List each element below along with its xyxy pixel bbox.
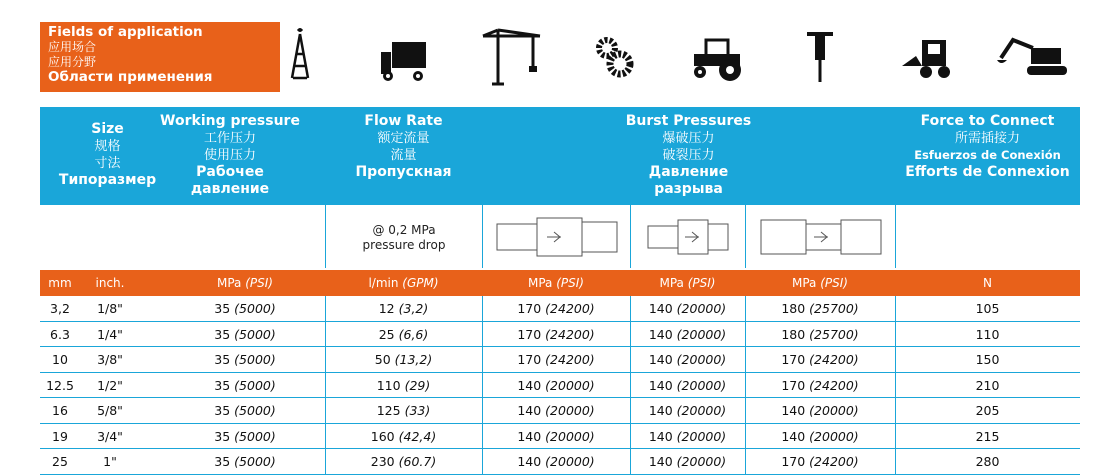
- cell-burst-2: 140 (20000): [648, 301, 727, 316]
- cell-burst-2: 140 (20000): [648, 454, 727, 469]
- cell-working-pressure: 35 (5000): [214, 428, 276, 444]
- table-row: [40, 398, 1080, 424]
- flow-zh2: 流量: [390, 148, 417, 163]
- cell-burst-3: 170 (24200): [781, 454, 859, 469]
- nipple-image: [630, 205, 745, 268]
- cell-force: 105: [975, 301, 1000, 316]
- pressure-drop-cell: [325, 205, 482, 268]
- table-row: [40, 296, 1080, 322]
- pressure-drop-line2: pressure drop: [362, 238, 446, 252]
- cell-inch: 1/8": [97, 301, 123, 316]
- cell-mm: 25: [52, 454, 68, 469]
- table-header: [40, 107, 1080, 205]
- force-en: Force to Connect: [920, 113, 1055, 129]
- cell-flow-rate: 12 (3,2): [378, 301, 429, 316]
- application-icons: [283, 26, 1083, 86]
- jackhammer-icon: [803, 26, 838, 86]
- cell-force: 150: [975, 352, 1000, 367]
- coupling-icon: [492, 212, 622, 262]
- cell-flow-rate: 110 (29): [376, 377, 431, 393]
- cell-burst-2: 140 (20000): [648, 326, 727, 342]
- size-header: [45, 121, 170, 189]
- unit-n: N: [983, 276, 992, 290]
- coupler-image: [745, 205, 895, 268]
- cell-burst-1: 170 (24200): [517, 301, 595, 316]
- burst-pressures-header: [482, 113, 895, 198]
- flow-ru: Пропускная: [355, 164, 452, 180]
- cell-working-pressure: 35 (5000): [214, 377, 276, 393]
- cell-burst-3: 140 (20000): [781, 403, 859, 418]
- cell-mm: 19: [52, 428, 68, 444]
- table-row: [40, 373, 1080, 399]
- cell-flow-rate: 125 (33): [376, 403, 431, 418]
- unit-b1: MPa (PSI): [528, 276, 584, 290]
- cell-burst-2: 140 (20000): [648, 403, 727, 418]
- force-es: Esfuerzos de Conexión: [914, 148, 1061, 162]
- size-zh1: 规格: [94, 139, 121, 154]
- cell-burst-1: 140 (20000): [517, 454, 595, 469]
- excavator-icon: [993, 26, 1073, 86]
- unit-b3: MPa (PSI): [792, 276, 848, 290]
- working-zh1: 工作压力: [203, 131, 256, 146]
- force-zh: 所需插接力: [954, 131, 1020, 146]
- fields-zh2: 应用分野: [48, 55, 97, 69]
- units-row: [40, 270, 1080, 296]
- coupler-icon: [756, 212, 886, 262]
- gears-icon: [593, 26, 638, 86]
- flow-rate-header: [325, 113, 482, 181]
- fields-zh1: 应用场合: [48, 40, 97, 54]
- burst-zh2: 破裂压力: [662, 148, 715, 163]
- cell-inch: 1/2": [97, 377, 123, 393]
- cell-mm: 10: [52, 352, 68, 367]
- cell-inch: 3/8": [97, 352, 123, 367]
- unit-b2: MPa (PSI): [659, 276, 716, 290]
- cell-burst-1: 140 (20000): [517, 428, 595, 444]
- fields-of-application: [40, 22, 280, 92]
- cell-burst-1: 140 (20000): [517, 403, 595, 418]
- cell-burst-1: 170 (24200): [517, 352, 595, 367]
- sub-header-row: [40, 205, 1080, 268]
- cell-flow-rate: 50 (13,2): [374, 352, 433, 367]
- cell-inch: 3/4": [97, 428, 123, 444]
- cell-working-pressure: 35 (5000): [214, 301, 276, 316]
- cell-burst-2: 140 (20000): [648, 352, 727, 367]
- unit-wp: MPa (PSI): [217, 276, 273, 290]
- cell-burst-3: 180 (25700): [781, 326, 859, 342]
- burst-en: Burst Pressures: [625, 113, 752, 129]
- cell-working-pressure: 35 (5000): [214, 326, 276, 342]
- cell-flow-rate: 160 (42,4): [370, 428, 437, 444]
- flow-zh1: 额定流量: [377, 131, 430, 146]
- cell-force: 110: [975, 326, 1000, 342]
- cell-mm: 16: [52, 403, 68, 418]
- cell-force: 215: [975, 428, 1000, 444]
- cell-burst-2: 140 (20000): [648, 377, 727, 393]
- cell-inch: 1/4": [97, 326, 123, 342]
- fields-title: Fields of application: [48, 24, 203, 40]
- cell-burst-3: 180 (25700): [781, 301, 859, 316]
- working-ru1: Рабочее: [196, 164, 264, 180]
- cell-force: 280: [975, 454, 1000, 469]
- burst-ru1: Давление: [648, 164, 729, 180]
- flow-en: Flow Rate: [364, 113, 443, 129]
- crane-icon: [478, 26, 543, 86]
- table-row: [40, 449, 1080, 475]
- cell-working-pressure: 35 (5000): [214, 352, 276, 367]
- size-en: Size: [91, 121, 124, 137]
- cell-burst-1: 140 (20000): [517, 377, 595, 393]
- size-ru: Типоразмер: [58, 172, 157, 188]
- working-zh2: 使用压力: [203, 148, 256, 163]
- cell-burst-3: 140 (20000): [781, 428, 859, 444]
- cell-inch: 5/8": [97, 403, 123, 418]
- unit-mm: mm: [48, 276, 72, 290]
- cell-burst-2: 140 (20000): [648, 428, 727, 444]
- table-row: [40, 424, 1080, 450]
- unit-flow: l/min (GPM): [368, 276, 439, 290]
- cell-inch: 1": [103, 454, 117, 469]
- cell-burst-3: 170 (24200): [781, 377, 859, 393]
- cell-working-pressure: 35 (5000): [214, 403, 276, 418]
- nipple-icon: [643, 212, 733, 262]
- data-rows: [40, 296, 1080, 475]
- pressure-drop-line1: @ 0,2 MPa: [372, 223, 436, 237]
- cell-force: 205: [975, 403, 1000, 418]
- cell-burst-3: 170 (24200): [781, 352, 859, 367]
- unit-inch: inch.: [95, 276, 125, 290]
- cell-working-pressure: 35 (5000): [214, 454, 276, 469]
- burst-zh1: 爆破压力: [662, 131, 715, 146]
- cell-mm: 6.3: [50, 326, 70, 342]
- skid-loader-icon: [898, 26, 958, 86]
- force-header: [895, 113, 1080, 181]
- burst-ru2: разрыва: [654, 181, 723, 197]
- cell-mm: 3,2: [50, 301, 70, 316]
- force-sub-cell: [895, 205, 1080, 268]
- table-row: [40, 322, 1080, 348]
- cell-mm: 12.5: [46, 377, 74, 393]
- truck-icon: [378, 26, 433, 86]
- cell-burst-1: 170 (24200): [517, 326, 595, 342]
- tractor-icon: [688, 26, 748, 86]
- cell-flow-rate: 230 (60.7): [370, 454, 437, 469]
- working-en: Working pressure: [160, 113, 300, 129]
- cell-flow-rate: 25 (6,6): [378, 326, 429, 342]
- working-ru2: давление: [190, 181, 270, 197]
- fields-ru: Области применения: [48, 69, 213, 85]
- oil-rig-icon: [283, 26, 318, 86]
- working-pressure-header: [155, 113, 305, 198]
- size-zh2: 寸法: [94, 156, 121, 171]
- coupling-pair-image: [482, 205, 630, 268]
- table-row: [40, 347, 1080, 373]
- cell-force: 210: [975, 377, 1000, 393]
- force-fr: Efforts de Connexion: [905, 164, 1070, 180]
